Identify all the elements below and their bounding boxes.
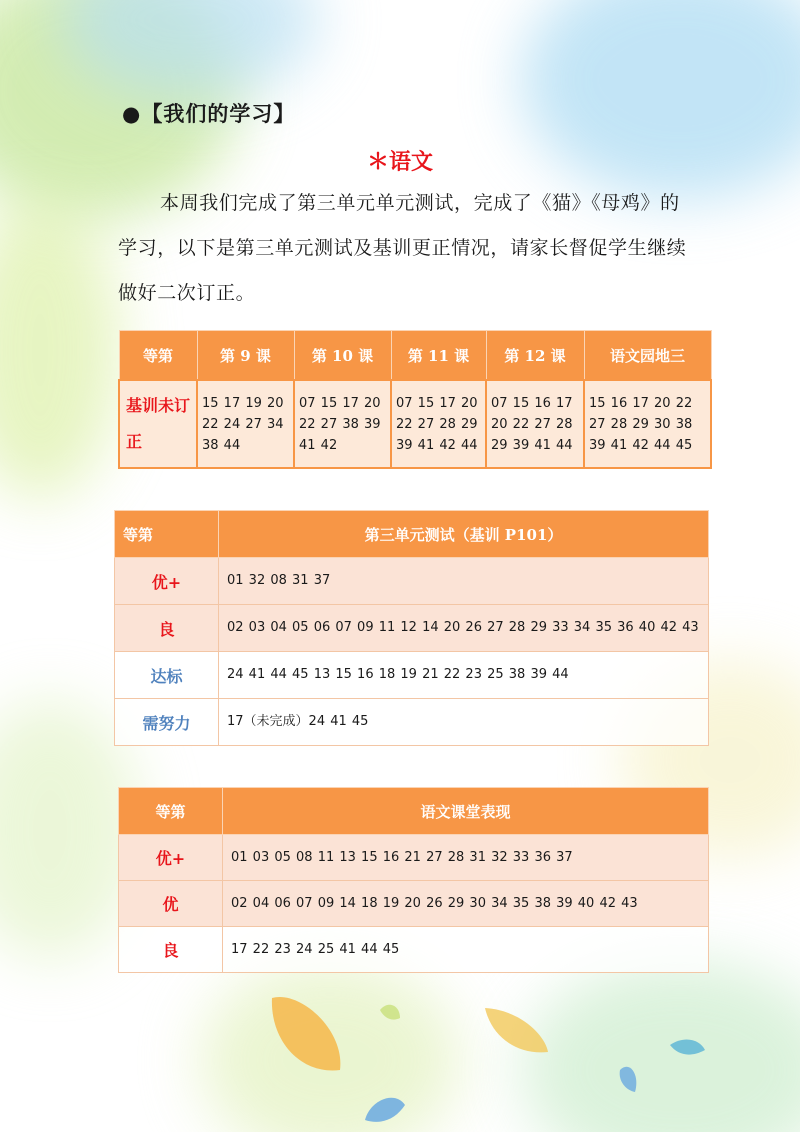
table-row xyxy=(115,558,709,605)
table-row xyxy=(119,835,709,881)
column-header: 语文课堂表现 xyxy=(223,788,709,835)
column-header: 第 9 课 xyxy=(197,331,294,381)
table-row xyxy=(119,881,709,927)
grade-label: 优+ xyxy=(119,835,223,881)
column-header: 第 12 课 xyxy=(486,331,584,381)
grade-label: 优+ xyxy=(115,558,219,605)
student-numbers: 01 32 08 31 37 xyxy=(219,558,709,605)
row-label: 基训未订正 xyxy=(119,380,197,468)
student-numbers: 17 22 23 24 25 41 44 45 xyxy=(223,927,709,973)
table-row xyxy=(115,605,709,652)
table-header-row xyxy=(115,511,709,558)
unit-test-grade-table xyxy=(114,510,709,746)
column-header: 等第 xyxy=(119,788,223,835)
table-header-row xyxy=(119,788,709,835)
column-header: 语文园地三 xyxy=(584,331,711,381)
table-row xyxy=(115,652,709,699)
column-header: 等第 xyxy=(115,511,219,558)
class-performance-table xyxy=(118,787,709,973)
grade-label: 优 xyxy=(119,881,223,927)
subject-title: ＊语文 xyxy=(366,149,433,175)
table-row xyxy=(119,927,709,973)
uncorrected-exercise-table xyxy=(118,330,712,469)
table-cell: 15 16 17 20 22 27 28 29 30 38 39 41 42 44 45 xyxy=(584,380,711,468)
grade-label: 达标 xyxy=(115,652,219,699)
table-header-row xyxy=(119,331,711,381)
column-header: 第 10 课 xyxy=(294,331,391,381)
student-numbers: 24 41 44 45 13 15 16 18 19 21 22 23 25 38 39 44 xyxy=(219,652,709,699)
column-header: 第 11 课 xyxy=(391,331,486,381)
table-row xyxy=(115,699,709,746)
grade-label: 需努力 xyxy=(115,699,219,746)
grade-label: 良 xyxy=(119,927,223,973)
column-header: 第三单元测试（基训 P101） xyxy=(219,511,709,558)
student-numbers: 01 03 05 08 11 13 15 16 21 27 28 31 32 33 36 37 xyxy=(223,835,709,881)
intro-paragraph: 本周我们完成了第三单元单元测试，完成了《猫》《母鸡》的学习，以下是第三单元测试及基训更正情况，请家长督促学生继续做好二次订正。 xyxy=(118,192,687,304)
section-title: ●【我们的学习】 xyxy=(122,101,296,126)
grade-label: 良 xyxy=(115,605,219,652)
table-cell: 07 15 16 17 20 22 27 28 29 39 41 44 xyxy=(486,380,584,468)
table-cell: 15 17 19 20 22 24 27 34 38 44 xyxy=(197,380,294,468)
column-header: 等第 xyxy=(119,331,197,381)
student-numbers: 02 04 06 07 09 14 18 19 20 26 29 30 34 35 38 39 40 42 43 xyxy=(223,881,709,927)
student-numbers: 02 03 04 05 06 07 09 11 12 14 20 26 27 28 29 33 34 35 36 40 42 43 xyxy=(219,605,709,652)
table-row xyxy=(119,380,711,468)
table-cell: 07 15 17 20 22 27 28 29 39 41 42 44 xyxy=(391,380,486,468)
student-numbers: 17（未完成）24 41 45 xyxy=(219,699,709,746)
table-cell: 07 15 17 20 22 27 38 39 41 42 xyxy=(294,380,391,468)
